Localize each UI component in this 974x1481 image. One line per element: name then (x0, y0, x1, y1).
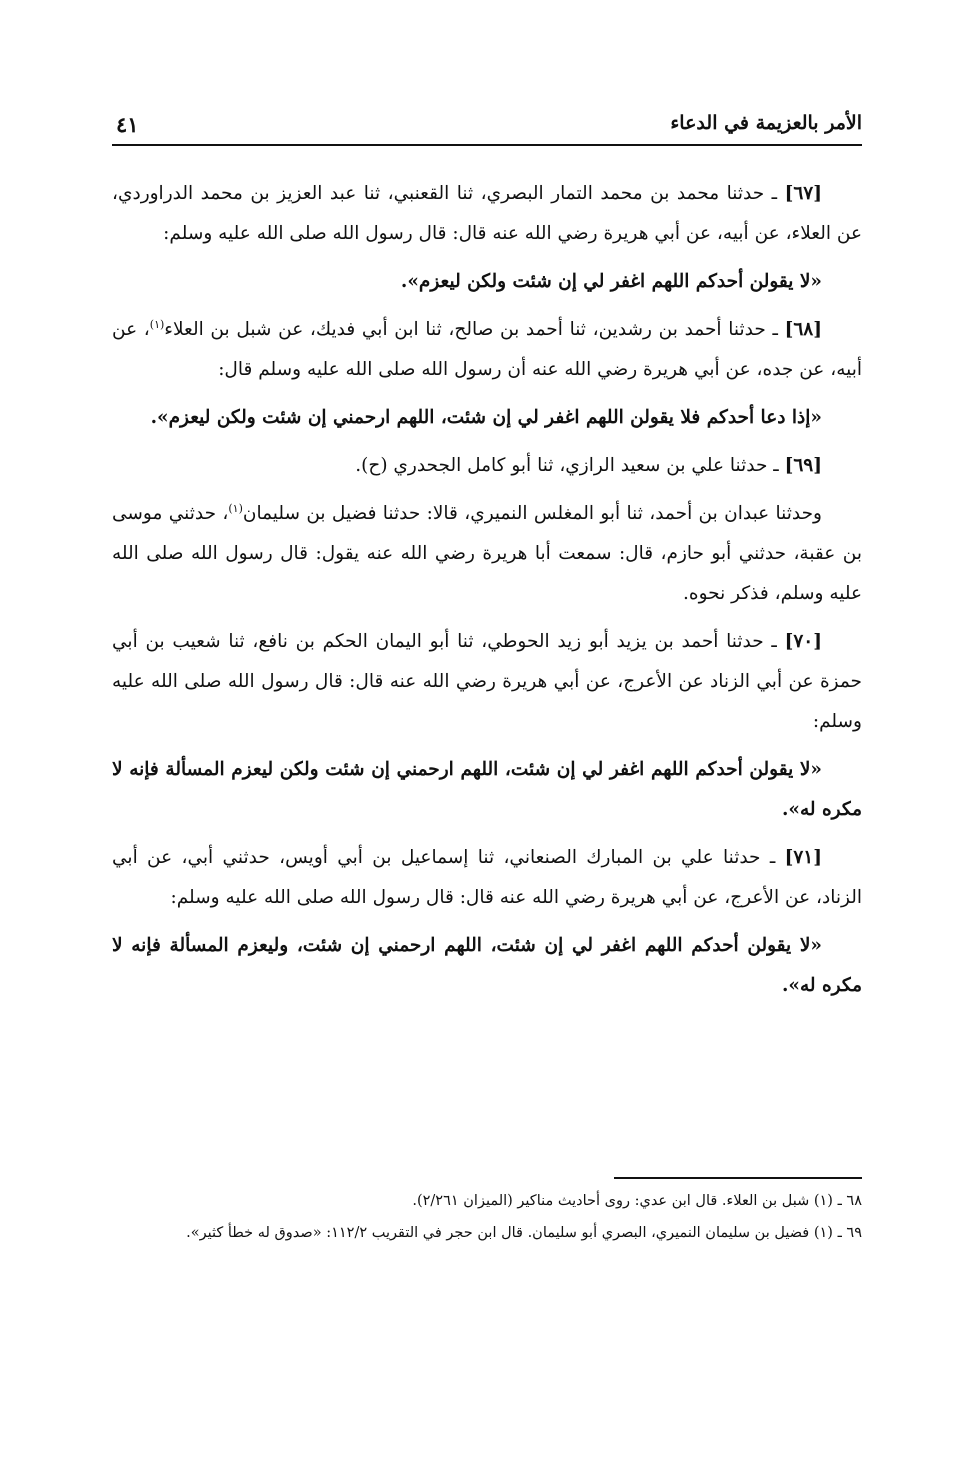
hadith-number: [٧١] (784, 847, 822, 868)
hadith-number: [٦٩] (784, 455, 822, 476)
main-text (112, 174, 862, 1014)
isnad-text: ـ حدثنا أحمد بن يزيد أبو زيد الحوطي، ثنا أبو اليمان الحكم بن نافع، ثنا شعيب بن أبي حمزة عن أبي الزناد عن الأعرج، عن أبي هريرة رضي الله عنه قال: قال رسول الله صلى الله عليه وسلم: (112, 631, 862, 732)
isnad-text-cont: ، عن أبيه، عن جده، عن أبي هريرة رضي الله عنه أن رسول الله صلى الله عليه وسلم قال: (112, 319, 862, 380)
footnote-69: ٦٩ ـ (١) فضيل بن سليمان النميري، البصري أبو سليمان. قال ابن حجر في التقريب ١١٢/٢: «صدوق له خطأ كثير». (186, 1225, 862, 1241)
isnad-text: ـ حدثنا أحمد بن رشدين، ثنا أحمد بن صالح، ثنا ابن أبي فديك، عن شبل بن العلاء (164, 319, 778, 340)
isnad-text: وحدثنا عبدان بن أحمد، ثنا أبو المغلس النميري، قالا: حدثنا فضيل بن سليمان (242, 503, 822, 524)
footnote-68: ٦٨ ـ (١) شبل بن العلاء. قال ابن عدي: روى أحاديث مناكير (الميزان ٢/٢٦١). (412, 1193, 862, 1209)
isnad-text: ـ حدثنا علي بن المبارك الصنعاني، ثنا إسماعيل بن أبي أويس، حدثني أبي، عن أبي الزناد، عن الأعرج، عن أبي هريرة رضي الله عنه قال: قال رسول الله صلى الله عليه وسلم: (112, 847, 862, 908)
isnad-text-cont: ، حدثني موسى بن عقبة، حدثني أبو حازم، قال: سمعت أبا هريرة رضي الله عنه يقول: قال رسول الله صلى الله عليه وسلم، فذكر نحوه. (112, 503, 862, 604)
isnad-text: ـ حدثنا محمد بن محمد التمار البصري، ثنا القعنبي، ثنا عبد العزيز بن محمد الدراوردي، عن العلاء، عن أبيه، عن أبي هريرة رضي الله عنه قال: قال رسول الله صلى الله عليه وسلم: (112, 183, 862, 244)
page-number: ٤١ (116, 112, 139, 137)
hadith-69-second-chain (112, 494, 862, 614)
hadith-68 (112, 310, 862, 390)
running-title: الأمر بالعزيمة في الدعاء (670, 112, 862, 134)
hadith-70 (112, 622, 862, 742)
isnad-text: ـ حدثنا علي بن سعيد الرازي، ثنا أبو كامل الجحدري (ح). (355, 455, 779, 476)
hadith-69 (112, 446, 862, 486)
footnote-ref: (١) (149, 317, 165, 331)
hadith-67 (112, 174, 862, 254)
hadith-number: [٦٧] (784, 183, 822, 204)
hadith-71 (112, 838, 862, 918)
footnote-ref: (١) (228, 501, 243, 515)
hadith-number: [٧٠] (784, 631, 822, 652)
hadith-67-matn: «لا يقولن أحدكم اللهم اغفر لي إن شئت ولكن ليعزم». (400, 271, 822, 292)
footnotes (112, 1186, 862, 1250)
page-header (112, 104, 862, 146)
footnote-separator (614, 1177, 862, 1179)
hadith-68-matn: «إذا دعا أحدكم فلا يقولن اللهم اغفر لي إن شئت، اللهم ارحمني إن شئت ولكن ليعزم». (150, 407, 822, 428)
hadith-70-matn: «لا يقولن أحدكم اللهم اغفر لي إن شئت، اللهم ارحمني إن شئت ولكن ليعزم المسألة فإنه لا مكره له». (112, 759, 862, 820)
hadith-number: [٦٨] (784, 319, 822, 340)
hadith-71-matn: «لا يقولن أحدكم اللهم اغفر لي إن شئت، اللهم ارحمني إن شئت، وليعزم المسألة فإنه لا مكره له». (112, 935, 862, 996)
